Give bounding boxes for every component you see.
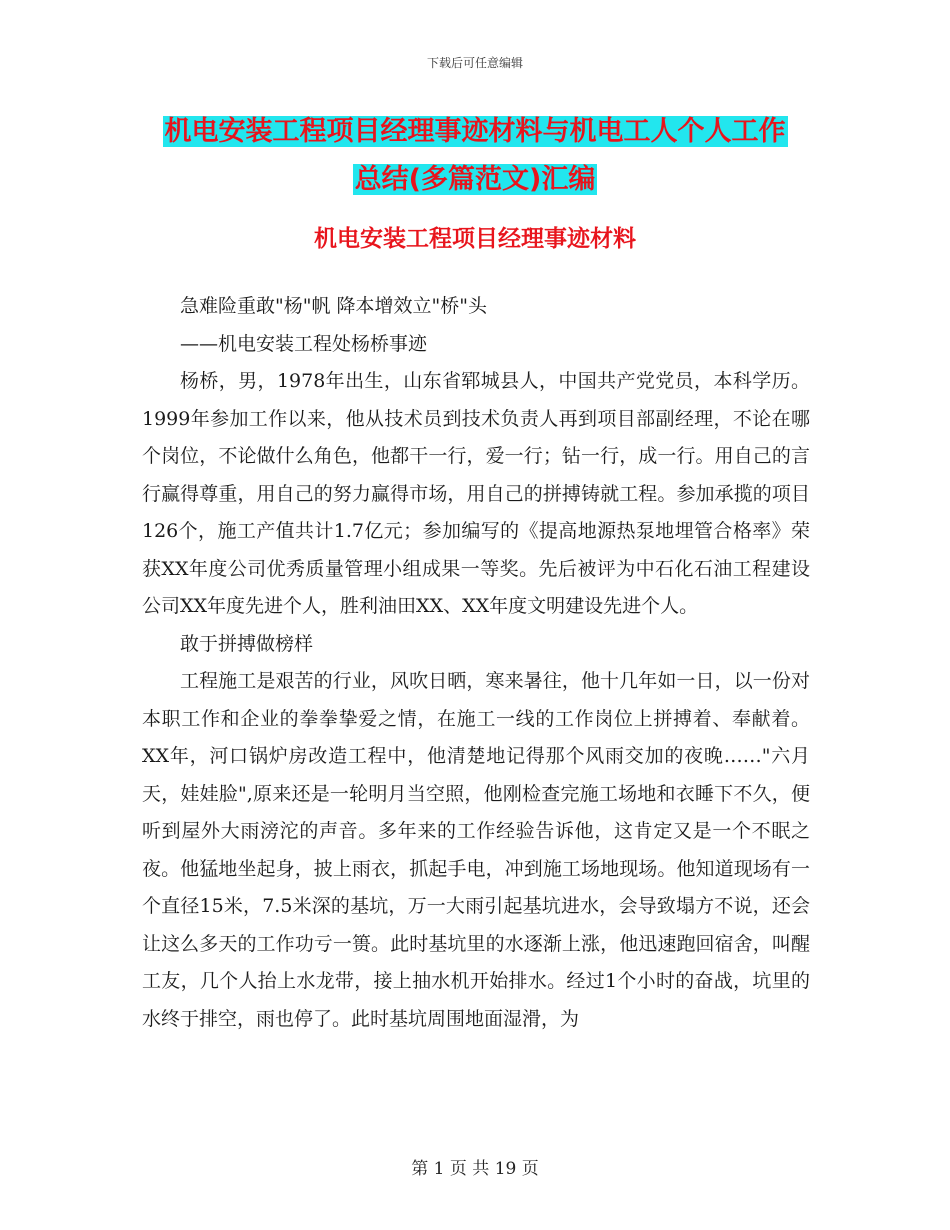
page-footer: 第 1 页 共 19 页: [411, 1159, 539, 1179]
document-title-line-2: 总结(多篇范文)汇编: [354, 164, 596, 195]
paragraph-subtitle: 急难险重敢"杨"帆 降本增效立"桥"头: [180, 295, 487, 317]
document-body: [142, 288, 810, 1038]
paragraph-subheading: 敢于拼搏做榜样: [180, 632, 314, 655]
paragraph-byline: ——机电安装工程处杨桥事迹: [180, 332, 428, 355]
paragraph-intro: 杨桥，男，1978年出生，山东省郓城县人，中国共产党党员，本科学历。1999年参加工作以来，他从技术员到技术负责人再到项目部副经理，不论在哪个岗位，不论做什么角色，他都干一行，爱一行；钻一行，成一行。用自己的言行赢得尊重，用自己的努力赢得市场，用自己的拼搏铸就工程。参加承揽的项目 126个，施工产值共计1.7亿元；参加编写的《提高地源热泵地埋管合格率》荣获XX年度公司优秀质量管理小组成果一等奖。先后被评为中石化石油工程建设公司XX年度先进个人，胜利油田XX、XX年度文明建设先进个人。: [142, 370, 810, 617]
section-heading: 机电安装工程项目经理事迹材料: [314, 226, 636, 252]
paragraph-story: 工程施工是艰苦的行业，风吹日晒，寒来暑往，他十几年如一日，以一份对本职工作和企业的拳拳挚爱之情，在施工一线的工作岗位上拼搏着、奉献着。XX年，河口锅炉房改造工程中，他清楚地记得那个风雨交加的夜晚……"六月天，娃娃脸",原来还是一轮明月当空照，他刚检查完施工场地和衣睡下不久，便听到屋外大雨滂沱的声音。多年来的工作经验告诉他，这肯定又是一个不眠之夜。他猛地坐起身，披上雨衣，抓起手电，冲到施工场地现场。他知道现场有一个直径15米，7.5米深的基坑，万一大雨引起基坑进水，会导致塌方不说，还会让这么多天的工作功亏一篑。此时基坑里的水逐渐上涨，他迅速跑回宿舍，叫醒工友，几个人抬上水龙带，接上抽水机开始排水。经过1个小时的奋战，坑里的水终于排空，雨也停了。此时基坑周围地面湿滑，为: [142, 670, 810, 1030]
document-title: [130, 108, 820, 204]
document-title-line-1: 机电安装工程项目经理事迹材料与机电工人个人工作: [164, 116, 786, 147]
page-header-note: 下载后可任意编辑: [426, 56, 523, 70]
